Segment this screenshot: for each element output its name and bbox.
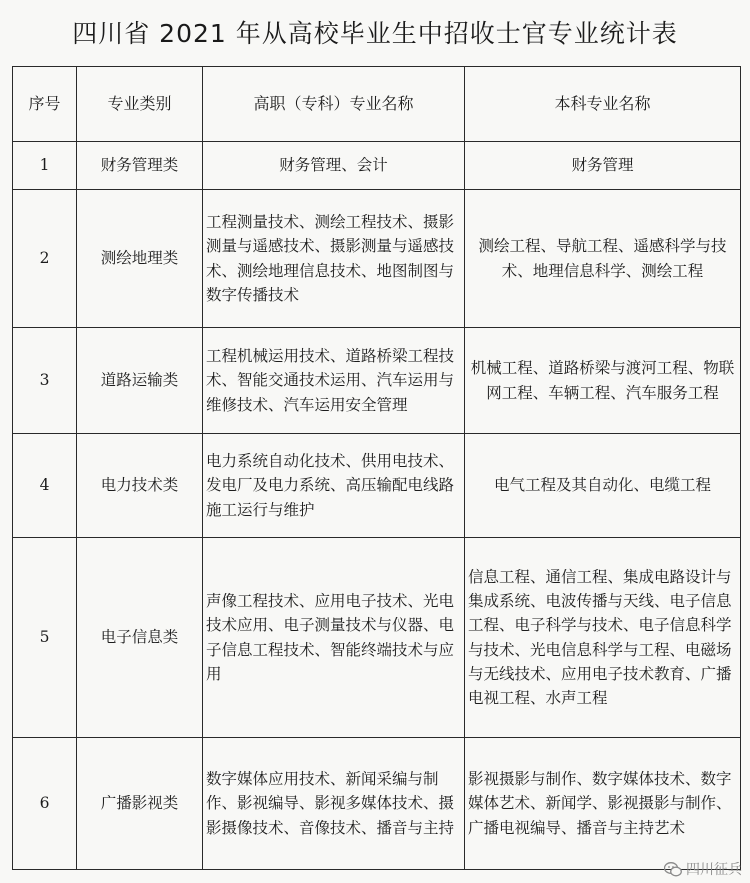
cell-undergrad: 测绘工程、导航工程、遥感科学与技术、地理信息科学、测绘工程 [465,190,741,328]
cell-category: 测绘地理类 [77,190,203,328]
table-header-row [13,67,741,142]
statistics-table [12,66,741,870]
table-row [13,328,741,434]
cell-no: 1 [13,142,77,190]
cell-category: 道路运输类 [77,328,203,434]
cell-category: 广播影视类 [77,738,203,870]
cell-vocational: 声像工程技术、应用电子技术、光电技术应用、电子测量技术与仪器、电子信息工程技术、智能终端技术与应用 [203,538,465,738]
watermark [664,859,742,879]
cell-undergrad: 电气工程及其自动化、电缆工程 [465,434,741,538]
cell-undergrad: 财务管理 [465,142,741,190]
cell-category: 电子信息类 [77,538,203,738]
wechat-icon [664,862,682,877]
cell-no: 3 [13,328,77,434]
cell-undergrad: 信息工程、通信工程、集成电路设计与集成系统、电波传播与天线、电子信息工程、电子科学与技术、电子信息科学与技术、光电信息科学与工程、电磁场与无线技术、应用电子技术教育、广播电视工程、水声工程 [465,538,741,738]
table-row [13,738,741,870]
table-row [13,190,741,328]
cell-vocational: 电力系统自动化技术、供用电技术、发电厂及电力系统、高压输配电线路施工运行与维护 [203,434,465,538]
header-vocational: 高职（专科）专业名称 [203,67,465,142]
cell-no: 4 [13,434,77,538]
cell-vocational: 工程机械运用技术、道路桥梁工程技术、智能交通技术运用、汽车运用与维修技术、汽车运用安全管理 [203,328,465,434]
cell-vocational: 工程测量技术、测绘工程技术、摄影测量与遥感技术、摄影测量与遥感技术、测绘地理信息技术、地图制图与数字传播技术 [203,190,465,328]
table-row [13,538,741,738]
cell-category: 电力技术类 [77,434,203,538]
cell-category: 财务管理类 [77,142,203,190]
header-category: 专业类别 [77,67,203,142]
cell-vocational: 财务管理、会计 [203,142,465,190]
header-no: 序号 [13,67,77,142]
page-title: 四川省 2021 年从高校毕业生中招收士官专业统计表 [72,19,678,48]
cell-no: 2 [13,190,77,328]
table-row [13,142,741,190]
cell-undergrad: 机械工程、道路桥梁与渡河工程、物联网工程、车辆工程、汽车服务工程 [465,328,741,434]
cell-no: 6 [13,738,77,870]
cell-undergrad: 影视摄影与制作、数字媒体技术、数字媒体艺术、新闻学、影视摄影与制作、广播电视编导、播音与主持艺术 [465,738,741,870]
cell-no: 5 [13,538,77,738]
watermark-text: 四川征兵 [686,862,742,878]
table-row [13,434,741,538]
header-undergrad: 本科专业名称 [465,67,741,142]
cell-vocational: 数字媒体应用技术、新闻采编与制作、影视编导、影视多媒体技术、摄影摄像技术、音像技术、播音与主持 [203,738,465,870]
